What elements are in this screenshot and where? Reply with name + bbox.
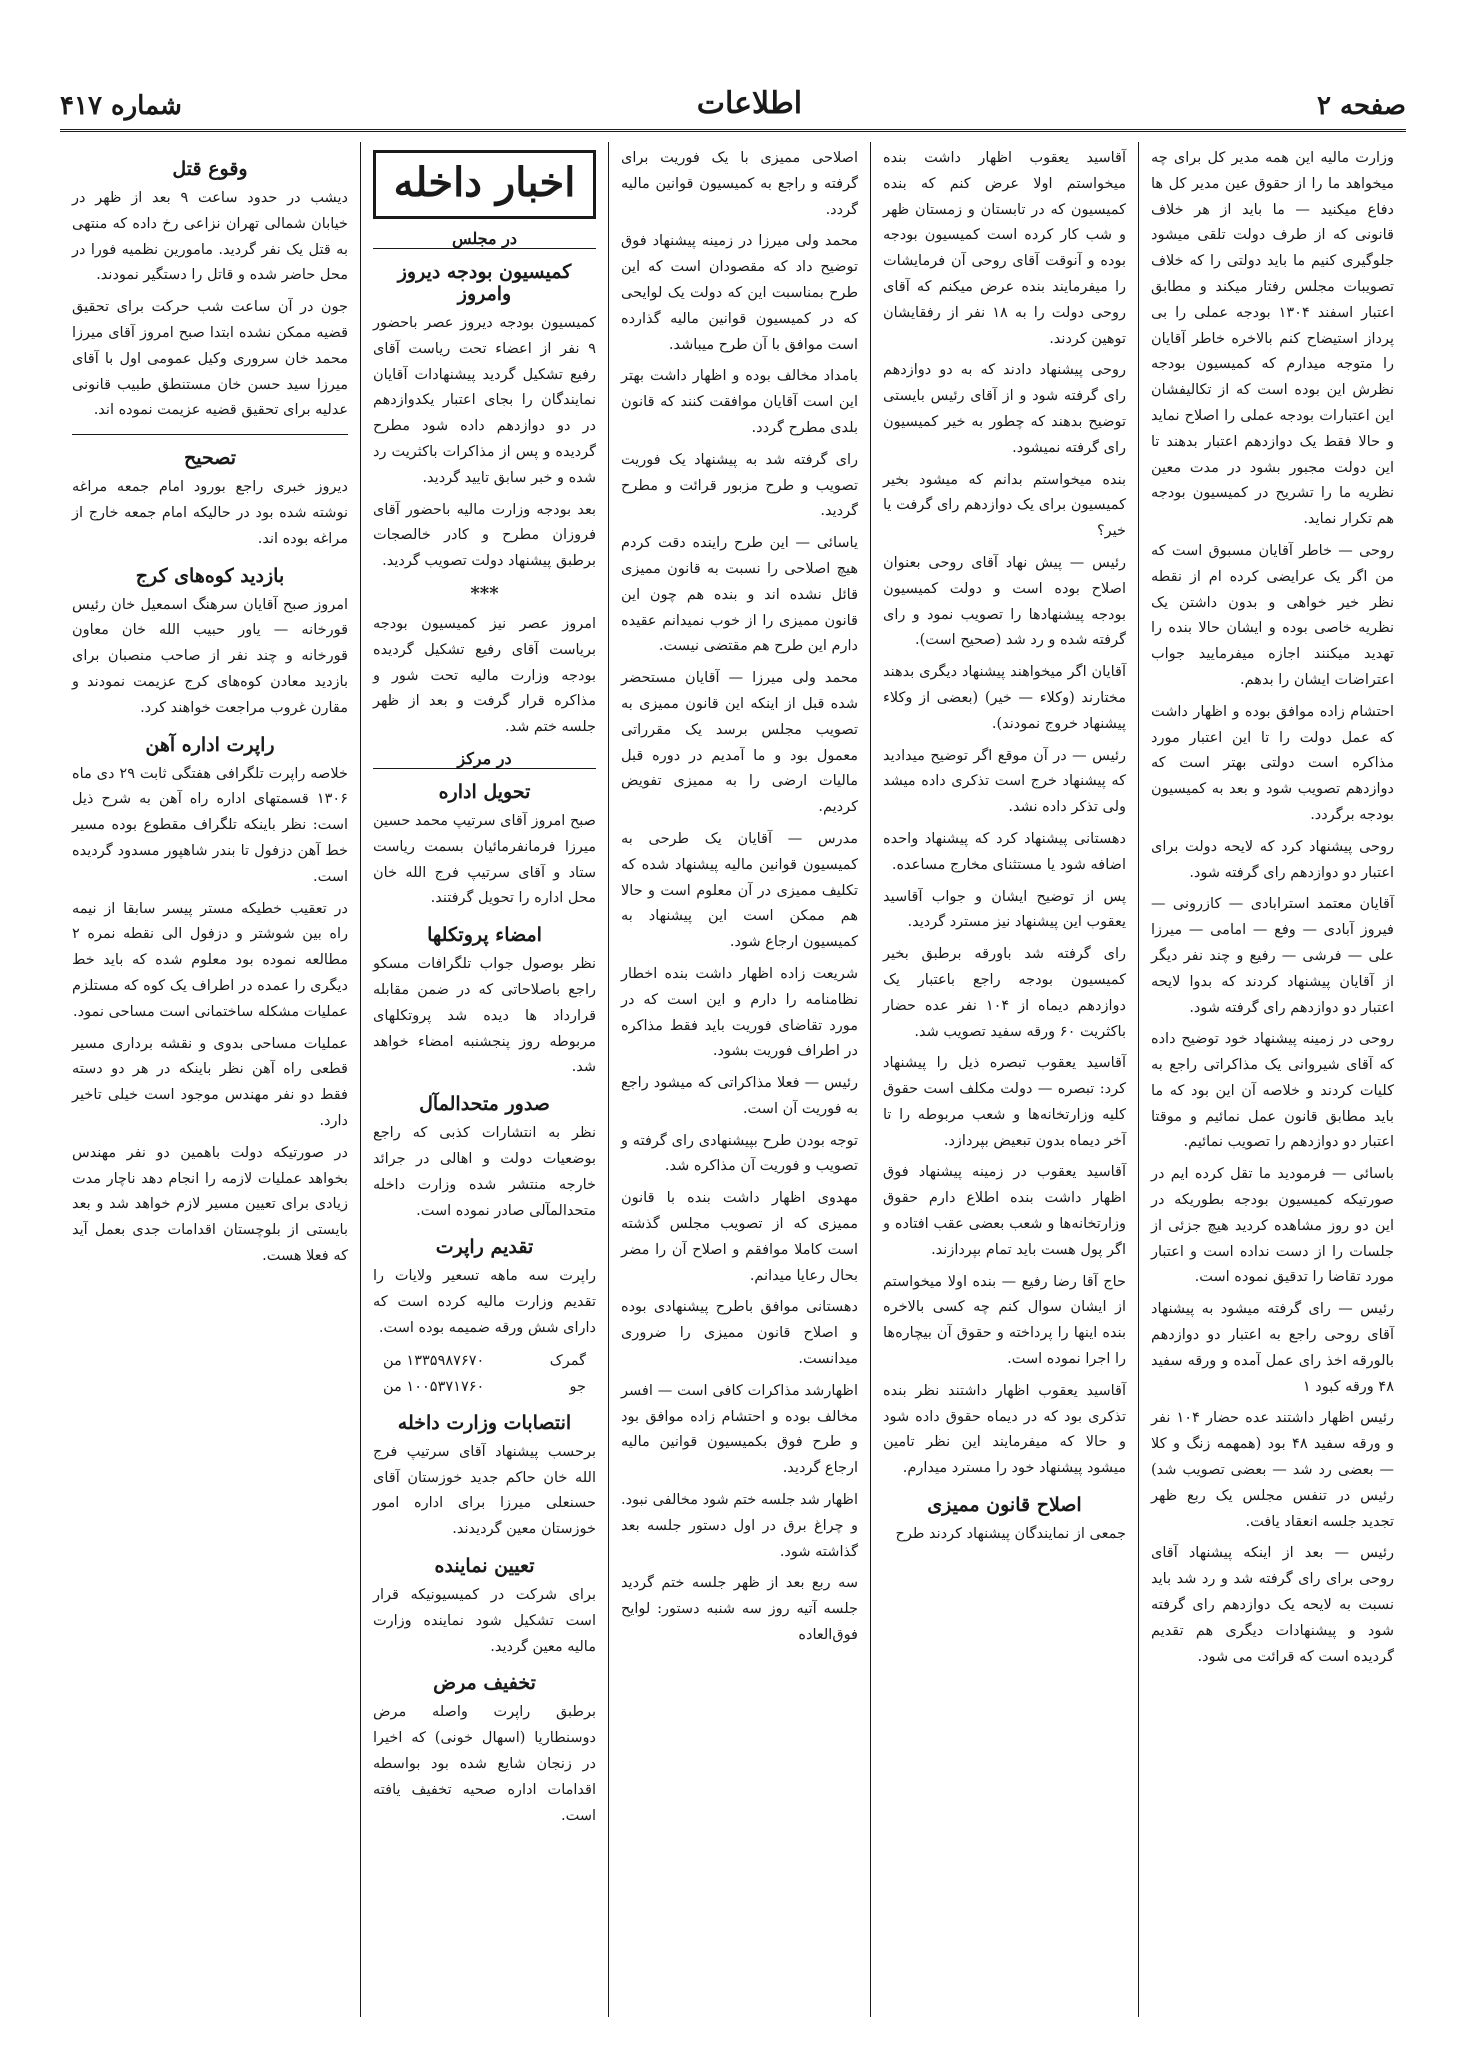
table-row	[373, 1348, 596, 1374]
article-headline: تعیین نماینده	[434, 1555, 535, 1578]
paragraph: اصلاحی ممیزی با یک فوریت برای گرفته و راجع به کمیسیون قوانین مالیه گردد.	[621, 150, 858, 218]
article-headline: تخفیف مرض	[433, 1672, 536, 1695]
article-headline: وقوع قتل	[172, 158, 248, 180]
paragraph: آقاسید یعقوب در زمینه پیشنهاد فوق اظهار داشت بنده اطلاع دارم حقوق وزارتخانه‌ها و شعب بعضی عقب افتاده و اگر پول هست باید تمام بپردازند.	[883, 1164, 1126, 1258]
paragraph: نظر بوصول جواب تلگرافات مسکو راجع باصلاحاتی که در ضمن مقابله قرارداد ها دیده شد پروتکلهای مربوطه روز پنجشنبه امضاء خواهد شد.	[373, 956, 596, 1076]
paragraph: جمعی از نمایندگان پیشنهاد کردند طرح	[895, 1526, 1126, 1543]
section-heading: اصلاح قانون ممیزی	[927, 1494, 1082, 1517]
paragraph: اظهارشد مذاکرات کافی است — افسر مخالف بوده و احتشام زاده موافق بود و طرح فوق بکمیسیون قوانین مالیه ارجاع گردید.	[621, 1382, 858, 1477]
paragraph: حاج آقا رضا رفیع — بنده اولا میخواستم از ایشان سوال کنم چه کسی بالاخره بنده اینها را پرداخته و حقوق آن بیچاره‌ها را اجرا نموده است.	[883, 1273, 1126, 1368]
paragraph: آقاسید یعقوب اظهار داشت بنده میخواستم اولا عرض کنم که بنده کمیسیون که در تابستان و زمستان ظهر و شب کار کرده است کمیسیون بودجه بوده و آنوقت آقای روحی آن فرمایشات را میفرمایند بنده عرض میکنم که آقای روحی دولت را به ۱۸ نفر از رفقایشان توهین کردند.	[883, 150, 1126, 347]
divider	[72, 434, 348, 435]
article-headline: بازدید کوه‌های کرج	[135, 564, 285, 587]
paragraph: محمد ولی میرزا — آقایان مستحضر شده قبل از اینکه این قانون ممیزی به تصویب مجلس برسد یک مقرراتی معمول بود و ما آمدیم در دوره قبل مالیات ارضی را به ممیزی تفویض کردیم.	[621, 670, 858, 816]
paragraph: در صورتیکه دولت باهمین دو نفر مهندس بخواهد عملیات لازمه را انجام دهد ناچار مدت زیادی برای تعیین مسیر لازم خواهد شد و بعد بایستی از بلوچستان اقدامات جدی بعمل آید که فعلا هست.	[72, 1144, 348, 1264]
paragraph: روحی پیشنهاد دادند که به دو دوازدهم رای گرفته شود و از آقای رئیس بایستی توضیح بدهند که چطور به خیر کمیسیون رای گرفته نمیشود.	[883, 362, 1126, 456]
column-3	[608, 142, 870, 2017]
paragraph: برای شرکت در کمیسیونیکه قرار است تشکیل شود نماینده وزارت مالیه معین گردید.	[373, 1587, 596, 1655]
page-number: صفحه ۲	[1317, 91, 1406, 121]
article-columns	[60, 142, 1406, 2017]
column-2	[870, 142, 1138, 2017]
article-headline: تحویل اداره	[438, 780, 531, 803]
paragraph: دهستانی موافق باطرح پیشنهادی بوده و اصلاح قانون ممیزی را ضروری میدانست.	[621, 1299, 858, 1368]
masthead	[60, 0, 1406, 132]
paragraph: برطبق راپرت واصله مرض دوسنطاریا (اسهال خونی) که اخیرا در زنجان شایع شده بود بواسطه اقدامات اداره صحیه تخفیف یافته است.	[373, 1704, 596, 1824]
separator-stars: ***	[470, 582, 499, 604]
paragraph: روحی پیشنهاد کرد که لایحه دولت برای اعتبار دو دوازدهم رای گرفته شود.	[1151, 838, 1394, 881]
section-heading: در مرکز	[373, 749, 596, 769]
paragraph: آقاسید یعقوب اظهار داشتند نظر بنده تذکری بود که در دیماه حقوق داده شود و حالا که میفرمایند این نظر تامین میشود پیشنهاد خود را مسترد میدارم.	[883, 1382, 1126, 1477]
paragraph: باسائی — فرمودید ما تقل کرده ایم در صورتیکه کمیسیون بودجه بطوریکه در این دو روز مشاهده کردید هیچ جزئی از جلسات را از دست نداده است و اعتبار مورد تقاضا را تدقیق نموده است.	[1151, 1166, 1394, 1286]
paragraph: آقاسید یعقوب تبصره ذیل را پیشنهاد کرد: تبصره — دولت مکلف است حقوق کلیه وزارتخانه‌ها و شعب مربوطه را تا آخر دیماه بدون تبعیض بپردازد.	[883, 1055, 1126, 1149]
paragraph: راپرت سه ماهه تسعیر ولایات را تقدیم وزارت مالیه کرده است که دارای شش ورقه ضمیمه بوده است.	[373, 1268, 596, 1336]
paragraph: مهدوی اظهار داشت بنده با قانون ممیزی که از تصویب مجلس گذشته است کاملا موافقم و اصلاح آن را مضر بحال رعایا میدانم.	[621, 1190, 858, 1284]
table-row	[373, 1374, 596, 1400]
paragraph: در تعقیب خطیکه مستر پیسر سابقا از نیمه راه بین شوشتر و دزفول الی نقطه نمره ۲ مطالعه نموده بود معلوم شده که باید خط دیگری را عمده در اطراف یک کوه که مستلزم عملیات مشکله ساختمانی است مساحی نمود.	[72, 900, 348, 1020]
paragraph: رئیس — رای گرفته میشود به پیشنهاد آقای روحی راجع به اعتبار دو دوازدهم بالورقه اخذ رای عمل آمده و ورقه سفید ۴۸ ورقه کبود ۱	[1151, 1301, 1394, 1395]
column-1	[1138, 142, 1406, 2017]
paragraph: امروز عصر نیز کمیسیون بودجه بریاست آقای رفیع تشکیل گردیده بودجه وزارت مالیه تحت شور و مذاکره قرار گرفت و بعد از ظهر جلسه ختم شد.	[373, 615, 596, 736]
paragraph: خلاصه راپرت تلگرافی هفتگی ثابت ۲۹ دی ماه ۱۳۰۶ قسمتهای اداره راه آهن به شرح ذیل است: نظر باینکه تلگراف مقطوع بوده مسیر خط آهن دزفول تا بندر شاهپور مسدود گردیده است.	[72, 765, 348, 885]
paragraph: پس از توضیح ایشان و جواب آقاسید یعقوب این پیشنهاد نیز مسترد گردید.	[883, 888, 1126, 931]
article-headline: تصحیح	[183, 447, 237, 470]
table-value: ۱۳۳۵۹۸۷۶۷۰ من	[383, 1352, 485, 1369]
paragraph: رای گرفته شد به پیشنهاد یک فوریت تصویب و طرح مزبور قرائت و مطرح گردید.	[621, 451, 858, 520]
paragraph: روحی — خاطر آقایان مسبوق است که من اگر یک عرایضی کرده ام از نقطه نظر خیر خواهی و بدون داشتن یک نظریه خاصی بوده و ایشان حالا بنده را تهدید میکنند اجازه میفرمایید جواب اعتراضات ایشان را بدهم.	[1151, 542, 1394, 688]
paragraph: سه ربع بعد از ظهر جلسه ختم گردید جلسه آتیه روز سه شنبه دستور: لوایح فوق‌العاده	[621, 1575, 858, 1644]
paragraph: روحی در زمینه پیشنهاد خود توضیح داده که آقای شیروانی یک مذاکراتی راجع به کلیات کردند و خلاصه آن این بود که ما باید مطابق قانون عمل نمائیم و موقتا اعتبار دو دوازدهم را تصویب نمائیم.	[1151, 1031, 1394, 1151]
paragraph: بامداد مخالف بوده و اظهار داشت بهتر این است آقایان موافقت کنند که قانون بلدی مطرح گردد.	[621, 368, 858, 436]
paragraph: بنده میخواستم بدانم که میشود بخیر کمیسیون برای یک دوازدهم رای گرفت یا خیر؟	[883, 471, 1126, 540]
paragraph: رئیس اظهار داشتند عده حضار ۱۰۴ نفر و ورقه سفید ۴۸ بود (همهمه زنگ و کلا — بعضی رد شد — بعضی تصویب شد) رئیس در تنفس مجلس یک ربع ظهر تجدید جلسه انعقاد یافت.	[1151, 1410, 1394, 1530]
paragraph: جون در آن ساعت شب حرکت برای تحقیق قضیه ممکن نشده ابتدا صبح امروز آقای میرزا محمد خان سروری وکیل عمومی اول با آقای میرزا سید حسن خان مستنطق طبیب قانونی عدلیه برای تحقیق قضیه عزیمت نموده اند.	[72, 299, 348, 419]
paragraph: دیشب در حدود ساعت ۹ بعد از ظهر در خیابان شمالی تهران نزاعی رخ داده که منتهی به قتل یک نفر گردید. مامورین نظمیه فورا در محل حاضر شده و قاتل را دستگیر نمودند.	[72, 190, 348, 284]
paragraph: محمد ولی میرزا در زمینه پیشنهاد فوق توضیح داد که مقصودان است که این طرح بمناسبت این که دولت یک لوایحی که در کمیسیون قوانین مالیه گذارده است موافق با آن طرح میباشد.	[621, 233, 858, 353]
table-label: جو	[569, 1378, 586, 1395]
paragraph: وزارت مالیه این همه مدیر کل برای چه میخواهد ما را از حقوق عین مدیر کل ها دفاع میکنید — ما باید از هر خلاف قانونی که از طرف دولت تلقی میشود جلوگیری کنیم ما باید دولتی را که خلاف تصویبات مجلس رفتار میکند و مطابق اعتبار اسفند ۱۳۰۴ بودجه عملی را بی پرداز استیضاح کنم بالاخره خاطر آقایان را متوجه میدارم که کمیسیون بودجه نظرش این بوده است که از تکالیفشان این اعتبارات بودجه عملی را اصلاح نماید و حالا فقط یک دوازدهم اعتبار بدهند تا این دولت مجبور بشود در مدت معین نظریه ما را تشریح در کمیسیون بودجه هم تکرار نماید.	[1151, 150, 1394, 528]
column-5	[60, 142, 360, 2017]
article-headline: کمیسیون بودجه دیروز وامروز	[397, 261, 572, 305]
paragraph: صبح امروز آقای سرتیپ محمد حسین میرزا فرمانفرمائیان بسمت ریاست ستاد و آقای سرتیپ فرج الله خان محل اداره را تحویل گرفتند.	[373, 812, 596, 907]
article-headline: امضاء پروتکلها	[427, 924, 542, 947]
paragraph: توجه بودن طرح بپیشنهادی رای گرفته و تصویب و فوریت آن مذاکره شد.	[621, 1132, 858, 1175]
paragraph: شریعت زاده اظهار داشت بنده اخطار نظامنامه را دارم و این است که در مورد تقاضای فوریت باید فقط مذاکره در اطراف فوریت بشود.	[621, 965, 858, 1060]
table-value: ۱۰۰۵۳۷۱۷۶۰ من	[383, 1378, 485, 1395]
paragraph: دیروز خبری راجع بورود امام جمعه مراغه نوشته شده بود در حالیکه امام جمعه خارج از مراغه بوده اند.	[72, 479, 348, 547]
paragraph: بعد بودجه وزارت مالیه باحضور آقای فروزان مطرح و کادر خالصجات برطبق پیشنهاد دولت تصویب گردید.	[373, 501, 596, 570]
paragraph: رای گرفته شد باورقه برطبق بخیر کمیسیون بودجه راجع باعتبار یک دوازدهم دیماه از ۱۰۴ نفر عده حضار باکثریت ۶۰ ورقه سفید تصویب شد.	[883, 946, 1126, 1040]
paragraph: رئیس — فعلا مذاکراتی که میشود راجع به فوریت آن است.	[621, 1075, 858, 1117]
paragraph: عملیات مساحی بدوی و نقشه برداری مسیر قطعی راه آهن نظر باینکه در هر دو دسته فقط دو نفر مهندس موجود است خیلی تاخیر دارد.	[72, 1035, 348, 1129]
paragraph: یاسائی — این طرح راینده دقت کردم هیچ اصلاحی را نسبت به قانون ممیزی قائل نشده اند و بنده هم چون این قانون ممیزی را از خوب نمیدانم عقیده دارم این طرح هم مقتضی نیست.	[621, 535, 858, 655]
paragraph: احتشام زاده موافق بوده و اظهار داشت که عمل دولت را تا این اعتبار مورد مذاکره است دولتی بهتر است که دوازدهم تصویب شود و بعد به کمیسیون بودجه برگردد.	[1151, 703, 1394, 823]
paragraph: مدرس — آقایان یک طرحی به کمیسیون قوانین مالیه پیشنهاد شده که تکلیف ممیزی در آن معلوم است و حالا هم ممکن است این پیشنهاد به کمیسیون ارجاع شود.	[621, 830, 858, 951]
paragraph: برحسب پیشنهاد آقای سرتیپ فرج الله خان حاکم جدید خوزستان آقای حسنعلی میرزا برای اداره امور خوزستان معین گردیدند.	[373, 1443, 596, 1538]
article-headline: انتصابات وزارت داخله	[397, 1411, 572, 1434]
paragraph: دهستانی پیشنهاد کرد که پیشنهاد واحده اضافه شود یا مستثنای مخارج مساعده.	[883, 830, 1126, 873]
article-headline: راپرت اداره آهن	[145, 733, 275, 756]
paragraph: کمیسیون بودجه دیروز عصر باحضور ۹ نفر از اعضاء تحت ریاست آقای رفیع تشکیل گردید پیشنهادات آقایان نمایندگان را بجای اعتبار یکدوازدهم در دو دوازدهم داده شود مطرح گردیده و پس از مذاکرات باکثریت رد شده و خبر سابق تایید گردید.	[373, 315, 596, 486]
paragraph: رئیس — پیش نهاد آقای روحی بعنوان اصلاح بوده است و دولت کمیسیون بودجه پیشنهادها را تصویب نمود و رای گرفته شده و رد شد (صحیح است).	[883, 554, 1126, 649]
figures-table	[373, 1348, 596, 1400]
section-heading: در مجلس	[373, 229, 596, 249]
paragraph: رئیس — بعد از اینکه پیشنهاد آقای روحی برای رای گرفته شد و رد شد باید نسبت به لایحه یک دوازدهم رای گرفته شود و پیشنهادات دیگری هم تقدیم گردیده است که قرائت می شود.	[1151, 1545, 1394, 1665]
paragraph: اظهار شد جلسه ختم شود مخالفی نبود. و چراغ برق در اول دستور جلسه بعد گذاشته شود.	[621, 1492, 858, 1560]
issue-number: شماره ۴۱۷	[60, 91, 182, 121]
paragraph: نظر به انتشارات کذبی که راجع بوضعیات دولت و اهالی در جرائد خارجه منتشر شده وزارت داخله متحدالمآلی صادر نموده است.	[373, 1125, 596, 1219]
column-4	[360, 142, 608, 2017]
article-headline: صدور متحدالمآل	[419, 1093, 550, 1116]
paragraph: رئیس — در آن موقع اگر توضیح میدادید که پیشنهاد خرج است تذکری داده میشد ولی تذکر داده نشد.	[883, 747, 1126, 816]
newspaper-title: اطلاعات	[696, 86, 803, 121]
paragraph: آقایان اگر میخواهند پیشنهاد دیگری بدهند مختارند (وکلاء — خیر) (بعضی از وکلاء پیشنهاد خروج نمودند).	[883, 664, 1126, 732]
paragraph: آقایان معتمد استرابادی — کازرونی — فیروز آبادی — وفع — امامی — میرزا علی — فرشی — رفیع و چند نفر دیگر از آقایان پیشنهاد کردند که بدوا لایحه اعتبار دو دوازدهم رای گرفته شود.	[1151, 896, 1394, 1016]
paragraph: امروز صبح آقایان سرهنگ اسمعیل خان رئیس قورخانه — یاور حبیب الله خان معاون قورخانه و چند نفر از صاحب منصبان برای بازدید معادن کوه‌های کرج عزیمت نمودند و مقارن غروب مراجعت خواهند کرد.	[72, 596, 348, 716]
section-banner: اخبار داخله	[373, 150, 596, 219]
table-label: گمرک	[549, 1352, 586, 1369]
article-headline: تقدیم راپرت	[435, 1236, 534, 1259]
